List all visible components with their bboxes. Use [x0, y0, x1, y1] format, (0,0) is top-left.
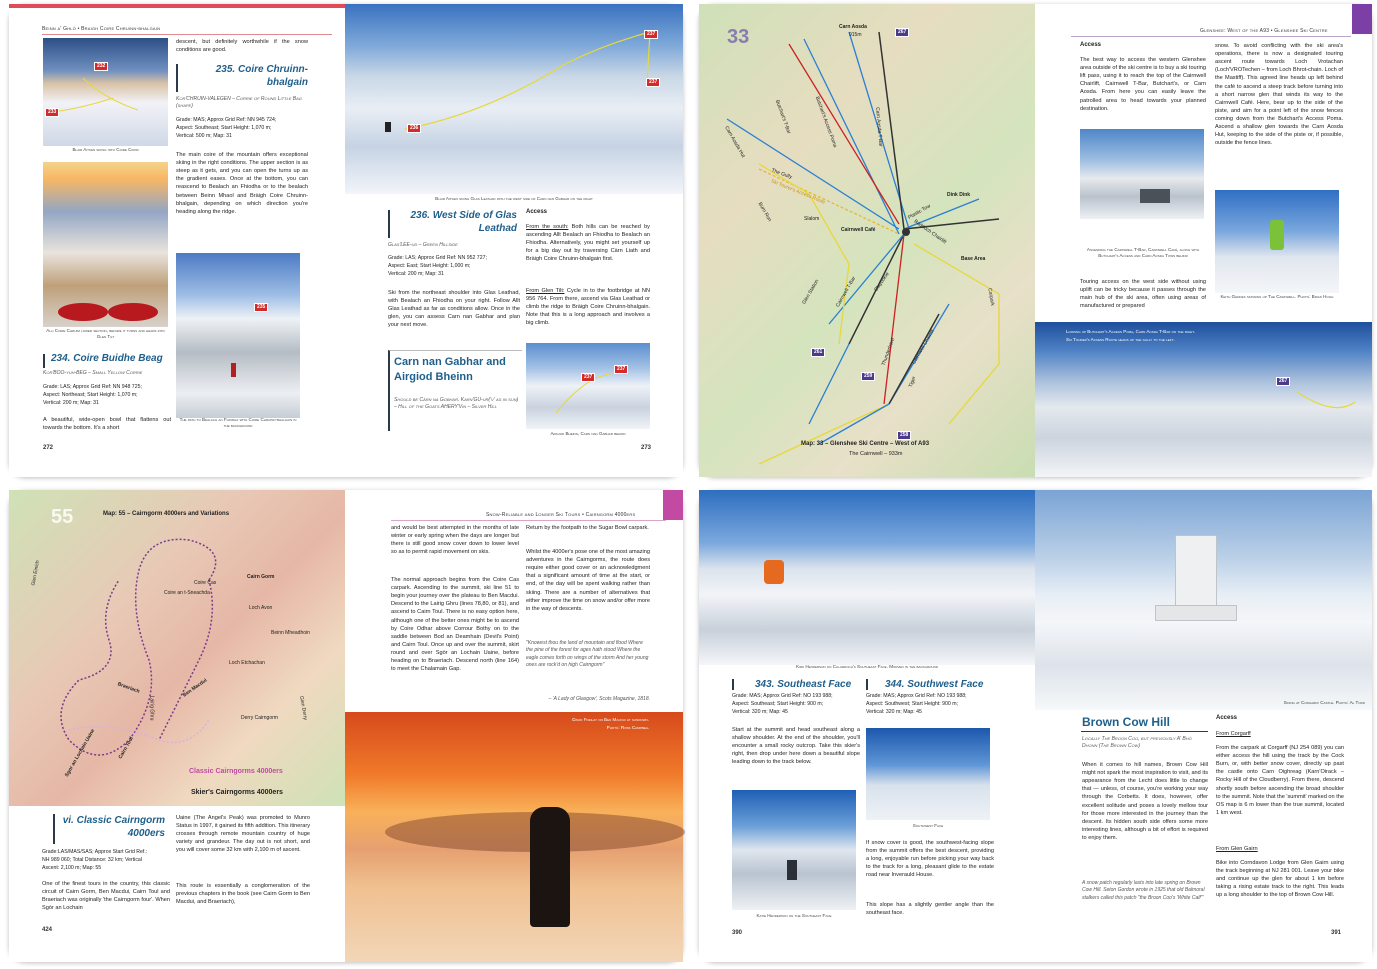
skier-figure	[764, 560, 784, 584]
route-vi-number: vi.	[62, 815, 74, 826]
pink-tab	[663, 490, 683, 520]
label-claybokie: Claybokie	[873, 271, 891, 293]
label-glen-derry: Glen Derry	[298, 695, 309, 721]
route-343-bar	[732, 679, 734, 690]
box-pron: Should be Càrn na Gobhar. Karn'GU-ur('v' as in sun) – Hill of the Goats AHERY'Vin – Silver Hill	[394, 397, 519, 410]
tag-237-b: 237	[614, 365, 628, 374]
glen-gairn-label: From Glen Gairn	[1216, 846, 1258, 852]
tag-258: 258	[897, 431, 911, 440]
route-343-name: Southeast Face	[777, 679, 852, 690]
running-head: Snow-Reliable and Longer Ski Tours • Cairngorm 4000ers	[486, 512, 636, 518]
meta-line: Vertical: 320 m; Map: 45	[866, 708, 922, 715]
photo-airgiod-bheinn	[526, 343, 650, 429]
route-234-pron: Kor'BOO-yuh-BEG – Small Yellow Corrie	[43, 370, 143, 376]
brown-cow-quote: A snow patch regularly lasts into late spring on Brown Cow Hill. Seton Gordon wrote in 1925 that old Balmoral stalkers called this patch "the Broon Coo's 'White Calf'"	[1082, 880, 1205, 901]
route-234-title	[51, 352, 171, 365]
page-number: 272	[43, 445, 54, 451]
access-heading: Access	[526, 209, 548, 215]
label-plastic-tow: Plastic Tow	[907, 203, 932, 221]
route-234-bar	[43, 354, 45, 368]
label-burn-run: Burn Run	[756, 201, 773, 223]
caption-poma-1: Looking up Butchart's Access Poma, Carn Aosda T-Bar on the right.	[1066, 329, 1196, 334]
route-234-meta	[43, 384, 173, 407]
col1-b: The normal approach begins from the Coire Cas carpark. Ascending to the summit, ski line 51 to begin your journey over the plateau to Ben Macdui. Descend to the Lairig Ghru (lines 78,80, or 81), and ascend to Cairn Toul. There is no easy option here, although one of the better ones might be to ascend by Coire Odhar above Corrour Bothy on to the saddle between Bod an Deamhain (Devil's Point) and Cairn Toul. Once up and over the summit, skirt round and over Sgòr an Lochain Uaine, before heading on to Braeriach. Descend north (line 164) to meet the Chalamain Gap.	[391, 577, 519, 673]
label-baddoch-chairlift: Baddoch Chairlift	[912, 218, 948, 246]
meta-line: Aspect: Southeast; Start Height: 900 m;	[732, 700, 824, 707]
label-cairnwell-cafe: Cairnwell Café	[841, 227, 876, 233]
caption-path-bealach: The path to Bealach an Fhiodha with Coire Chruinn-bhalgain in the background	[179, 417, 297, 429]
legend-skiers: Skier's Cairngorms 4000ers	[191, 789, 283, 796]
route-343-body: Start at the summit and head southeast along a shallow shoulder. At the end of the shoulder, you'll encounter a small rocky outcrop. Take this skier's right, then drop under here down a beautiful slope leading down to the track below.	[732, 727, 860, 766]
legend-classic: Classic Cairngorms 4000ers	[189, 768, 283, 775]
label-cairnwell-chairlift: Cairnwell Chairlift	[911, 328, 936, 366]
access-south-text: Both hills can be reached by ascending Allt Bealach an Fhiodha to Bealach an Fhiodha. Alternatively, you might set yourself up for a big day out by traversing Càrn Liath and Bràigh Coire Chruinn-bhalgain first.	[526, 224, 650, 263]
route-235-number: 235.	[215, 64, 236, 75]
caption-cairnwell-tbar: Ascending the Cairnwell T-Bar, Cairnwell Café, along with Butchart's Access and Carn Aosda Tows behind	[1086, 247, 1200, 259]
access-tilt-text: Cycle in to the footbridge at NN 956 764. From there, ascend via Glas Leathad or climb the ridge to Bràigh Coire Chruinn-bhalgain. Note that this is a long approach and involves a big climb.	[526, 288, 650, 327]
route-235-body: The main coire of the mountain offers exceptional skiing in the right conditions. The upper section is as steep as it gets, and you can open the turns up as the gradient eases. Once at the bottom, you can reascend to Bealach an Fhiodha or to the bealach between Beinn Mhaol and Bràigh Coire Chruinn-bhalgain, depending on which direction you're heading along the ridge.	[176, 152, 308, 215]
label-carn-aosda-hut: Carn Aosda Hut	[723, 125, 747, 159]
route-343-meta	[732, 693, 860, 716]
photo-path-bealach	[176, 253, 300, 418]
glen-gairn-text: Bike into Corndavon Lodge from Glen Gairn using the track beginning at NJ 281 001. Leave your bike and continue up the glen for about 1 km before taking a rising estate track to the right. This leads up a long shoulder to the top of Brown Cow Hill.	[1216, 860, 1344, 899]
label-ben-macdui: Ben Macdui	[181, 677, 209, 699]
map-number: 33	[727, 26, 750, 48]
castle-wall	[1155, 605, 1237, 621]
page-272	[9, 4, 345, 477]
page-273	[345, 4, 683, 477]
label-carpark: Carpark	[986, 287, 996, 307]
caption-southwest-face: Southwest Face	[912, 823, 944, 828]
meta-line: Vertical: 320 m; Map: 45	[732, 708, 788, 715]
photo-blair-aitken-coire-crom	[43, 38, 168, 146]
ski-tips	[43, 162, 168, 327]
label-cairn-gorm: Cairn Gorm	[247, 574, 275, 580]
meta-line: Vertical: 200 m; Map: 31	[388, 270, 444, 277]
cafe-building	[1140, 189, 1170, 203]
skier-figure	[1270, 220, 1284, 250]
meta-line: Vertical: 500 m; Map: 31	[176, 132, 232, 139]
route-234-number: 234.	[51, 353, 71, 364]
spread-glenshee[interactable]	[699, 4, 1372, 477]
meta-line: Aspect: Northeast; Start Height: 1,070 m;	[43, 391, 138, 398]
poem-source: – 'A Lady of Glasgow', Scots Magazine, 1818.	[548, 696, 650, 702]
access-heading: Access	[1216, 715, 1238, 721]
label-base-area: Base Area	[961, 256, 986, 262]
access-tilt-label: From Glen Tilt:	[526, 288, 565, 294]
summit-label: Carn Aosda	[839, 24, 867, 30]
route-vi-title	[59, 814, 165, 840]
access-heading: Access	[1080, 42, 1102, 48]
route-344-body: If snow cover is good, the southwest-facing slope from the summit offers the best descent, providing a long, enjoyable run before picking your way back to the track for a long, pleasant glide to the estate road near Inverauld House.	[866, 840, 994, 879]
tag-259: 259	[861, 372, 875, 381]
access-col2: snow. To avoid conflicting with the ski area's operations, there is now a designated touring ascent route towards Loch Vrotachan (Loch'VROTechen – from Loch Bhrot-chain. Loch of the Mastiff). This agreed line heads up left behind the café to ascend a steep track before turning into a short narrow glen that winds its way to the Cairnwell Café. Here, bear up to the side of the piste, and aim for a point left of the snow fences coming down from the Butchart's Access Poma. Ascend a shallow glen towards the Carn Aosda Hut, keeping to the side of the piste or, if possible, outside the fence lines.	[1215, 43, 1343, 147]
label-braeriach: Braeriach	[116, 681, 141, 695]
meta-line: Aspect: Southeast; Start Height: 1,070 m;	[176, 124, 272, 131]
ski-piste-map	[699, 4, 1035, 477]
skier-figure	[385, 122, 391, 132]
purple-tab	[1352, 4, 1372, 34]
brown-cow-body: When it comes to hill names, Brown Cow Hill might not spark the most inspiration to visit, and its appearance from the Lecht does little to change that — unless, of course, you're working your way through the Corbetts. It does, however, offer excellent solitude and poses a lovely mellow tour for those more interested in the journey than the descent. Its hidden south side offers some more interesting lines, although a bit of effort is required to enjoy them.	[1082, 762, 1208, 841]
photo-southwest-face	[866, 728, 990, 820]
caption-poma-2: Ski Tourer's Access Route heads up the gully to the left.	[1066, 337, 1175, 342]
running-head: Glenshee: West of the A93 • Glenshee Ski Centre	[1200, 28, 1328, 34]
col2-b: Whilst the 4000er's pose one of the most amazing adventures in the Cairngorms, the route does require either good cover or an acknowledgment that a significant amount of time at the start, or end, of the day will be spent walking rather than skiing. There are a number of alternatives that either improve the time on snow and/or offer more in the way of descents.	[526, 549, 650, 612]
label-ski-tourers-route: Ski Tourer's Access Route	[769, 178, 826, 206]
meta-line: Aspect: East; Start Height: 1,000 m;	[388, 262, 471, 269]
photo-cairnwell-tbar	[1080, 129, 1204, 219]
col2-a: Return by the footpath to the Sugar Bowl carpark.	[526, 525, 649, 531]
photo-culardoch	[699, 490, 1035, 669]
page-391	[1035, 490, 1372, 962]
map-title: Map: 33 – Glenshee Ski Centre – West of A93	[801, 441, 930, 447]
spread-brown-cow-hill[interactable]	[699, 490, 1372, 962]
meta-line: Grade: MAS; Approx Grid Ref: NN 945 724;	[176, 117, 277, 123]
tag-237-top: 237	[644, 30, 658, 39]
meta-line: Aspect: Southwest; Start Height: 900 m;	[866, 700, 958, 707]
tag-236: 236	[407, 124, 421, 133]
route-vi-body: One of the finest tours in the country, this classic circuit of Cairn Gorm, Ben Macdui, Cairn Toul and Braeriach was originally 'the Cairngorm four'. When Sgòr an Lochain	[42, 881, 170, 912]
label-beinn-mheadhoin: Beinn Mheadhoin	[271, 630, 310, 636]
tag-267: 267	[895, 28, 909, 37]
label-slalom: Slalom	[804, 216, 820, 222]
access-p2: Touring access on the west side without using uplift can be tricky because it passes through the main hub of the ski area, often using areas of manufactured or prepared	[1080, 279, 1206, 310]
meta-line: Grade: MAS; Approx Grid Ref: NO 193 988;	[866, 693, 967, 699]
skier-figure	[231, 363, 236, 377]
label-carn-aosda-tbar: Carn Aosda T-Bar	[874, 106, 884, 148]
route-235-pron: Kor'CHRUIN-VALEGEN – Corrie of Round Little Bag (shape)	[176, 96, 302, 109]
tag-232: 232	[94, 62, 108, 71]
route-344-body2: This slope has a slightly gentler angle than the southeast face.	[866, 902, 994, 917]
meta-line: Grade: MAS; Approx Grid Ref: NO 193 988;	[732, 693, 833, 699]
running-head: Beinn a' Ghlò • Braigh Coire Chruinn-bhalgain	[42, 26, 161, 32]
caption-coire-crom: Blair Aitken skiing into Coire Crom	[72, 147, 139, 152]
label-thunderbowl: Thunderbowl	[880, 337, 897, 367]
skier-silhouette	[530, 807, 570, 927]
route-235-name: Coire Chruinn-bhalgain	[238, 64, 308, 88]
brown-cow-pron: Locally The Broon Coo, but previously A' Bhó Dhonn (The Brown Cow)	[1082, 736, 1192, 749]
col1-a: and would be best attempted in the months of late winter or early spring when the days are longer but there is still good snow cover down to lower level so as to permit rapid movement on skis.	[391, 525, 519, 556]
route-vi-name: Classic Cairngorm 4000ers	[76, 815, 165, 839]
page-number: 273	[641, 445, 652, 451]
route-map	[9, 490, 345, 806]
photo-katie-henderson	[732, 790, 856, 910]
tag-233: 233	[45, 108, 59, 117]
route-lines	[43, 38, 168, 146]
header-rule	[42, 34, 332, 35]
page-number: 391	[1331, 930, 1342, 936]
red-top-band	[9, 4, 345, 8]
route-234-name: Coire Buidhe Beag	[73, 353, 163, 364]
page-number: 390	[732, 930, 743, 936]
map-title: Map: 55 – Cairngorm 4000ers and Variations	[103, 511, 230, 517]
access-tilt	[526, 287, 650, 328]
access-p1: The best way to access the western Glenshee area outside of the ski centre is to buy a ski touring lift pass, using it to reach the top of the Cairnwell Chairlift, Cairnwell T-Bar, Butchart's, or Carn Aosda. From here you can easily leave the patrolled area to head towards your planned destination.	[1080, 57, 1206, 112]
page-glenshee-text	[1035, 4, 1372, 477]
caption-corgarff: Skiing at Corgarff Castle. Photo: Al Todd	[1283, 700, 1365, 705]
label-loch-etchachan: Loch Etchachan	[229, 660, 265, 666]
label-lairig-ghru: Lairig Ghru	[148, 695, 155, 721]
route-344-name: Southwest Face	[907, 679, 984, 690]
route-lines-poma	[1035, 322, 1372, 477]
route-344-meta	[866, 693, 996, 716]
map-subtitle: The Cairnwell – 933m	[849, 451, 903, 457]
photo-butcharts-poma	[1035, 322, 1372, 477]
caption-sundown-2: Photo: Ross Campbell	[606, 725, 649, 730]
label-sgor-an-lochain: Sgor an Lochain Uaine	[63, 728, 97, 778]
page-390	[699, 490, 1035, 962]
map-page-55	[9, 490, 345, 806]
route-lines-airgiod	[526, 343, 650, 429]
route-235-meta	[176, 117, 308, 140]
label-glen-station: Glen Station	[801, 278, 821, 306]
route-vi-col2: Uaine (The Angel's Peak) was promoted to Munro Status in 1997, it gained its fifth addition. This itinerary crosses through remote mountain country of huge variety and grandeur. The day out is not short, and you will cover some 32 km with 2,100 m of ascent.	[176, 815, 310, 854]
label-coire-sneachda: Coire an t-Sneachda	[164, 590, 210, 596]
route-235-title	[184, 63, 308, 89]
meta-line: NH 989 060; Total Distance: 32 km; Vertical	[42, 856, 142, 863]
label-glen-einich: Glen Einich	[30, 559, 41, 587]
caption-airgiod-bheinn: Airgiod Bheinn, Carn nan Gabhar behind	[550, 431, 626, 436]
label-coire-cas: Coire Cas	[194, 580, 217, 586]
spread-cairngorm-4000ers[interactable]	[9, 490, 683, 962]
tag-235: 235	[254, 303, 268, 312]
caption-keith-geddes: Keith Geddes skinning up The Cairnwell. Photo: Brian Hogg	[1220, 294, 1334, 299]
route-343-number: 343.	[755, 679, 775, 690]
route-vi-meta	[42, 849, 172, 872]
corgarff-text: From the carpark at Corgarff (NJ 254 089) you can either access the hill using the track by the Cock Burn, or, with better snow cover, directly up past the castle onto Carn Oighreag (Karn'Oirack – Rocky Hill of the Cloudberry). From there, descend shortly south before ascending the broad shoulder to the summit. Note that the 'summit' marked on the OS map is 6 m lower than the true summit, located 1 km west.	[1216, 745, 1344, 816]
photo-glas-leathad	[345, 4, 683, 194]
page-number: 424	[42, 927, 53, 933]
label-tiger: Tiger	[907, 375, 918, 389]
map-number: 55	[51, 506, 74, 528]
spread-beinn-a-ghlo[interactable]	[9, 4, 683, 477]
label-derry-cairngorm: Derry Cairngorm	[241, 715, 278, 721]
poem-quote: "Knowest thou the land of mountain and flood Where the pine of the forest for ages hath stood Where the eagle comes forth on wings of the storm And her young ones are rock'd on high Cairngorm"	[526, 640, 649, 668]
route-vi-bar	[53, 814, 55, 844]
meta-line: Grade: LAS; Approx Grid Ref: NN 948 725;	[43, 384, 142, 390]
route-236-body: Ski from the northeast shoulder into Glas Leathad, with Bealach an Fhiodha on your right. Follow Allt Glas Leathad as far as conditions allow. Once in the glen, you can assess Carn nan Gabhar and plan your next move.	[388, 290, 520, 329]
header-rule	[391, 520, 666, 521]
route-lines-glas-leathad	[345, 4, 683, 194]
box-carn-nan-gabhar	[388, 350, 522, 431]
label-cairnwell-tbar: Cairnwell T-Bar	[834, 275, 858, 309]
route-236-meta	[388, 255, 520, 278]
caption-glas-leathad: Blair Aitken skiing Glas Leathad with the west side of Carn nan Gabhar on the right	[435, 196, 593, 201]
caption-sundown-1: David Findlay on Ben Macdui at sundown.	[572, 717, 649, 722]
header-rule	[1071, 36, 1351, 37]
access-south-label: From the south:	[526, 224, 569, 230]
intro-text: descent, but definitely worthwhile if the snow conditions are good.	[176, 39, 308, 54]
box-title: Carn nan Gabhar and Airgiod Bheinn	[394, 356, 506, 383]
route-vi-col2b: This route is essentially a conglomeration of the previous chapters in the book (see Cairn Gorm to Ben Macdui, and Braeriach),	[176, 883, 310, 906]
corgarff-label: From Corgarff	[1216, 731, 1251, 737]
route-236-number: 236.	[410, 210, 430, 221]
meta-line: Grade:LAS/MAS/SAS; Approx Start Grid Ref.:	[42, 849, 148, 855]
route-236-name: West Side of Glas Leathad	[432, 210, 517, 234]
page-424-lower	[9, 806, 345, 962]
photo-ben-macdui-sundown	[345, 712, 683, 962]
route-344-bar	[866, 679, 868, 690]
route-236-bar	[388, 210, 390, 238]
route-344-title	[885, 678, 983, 691]
label-cairn-toul: Cairn Toul	[117, 735, 135, 761]
label-dink-dink: Dink Dink	[947, 192, 971, 198]
page-425	[345, 490, 683, 962]
summit-height: 915m	[849, 32, 862, 38]
tag-237-a: 237	[581, 373, 595, 382]
route-236-title	[395, 209, 517, 235]
route-343-title	[755, 678, 851, 691]
access-south	[526, 223, 650, 264]
photo-coire-chruim	[43, 162, 168, 327]
meta-line: Vertical: 200 m; Map: 31	[43, 399, 99, 406]
tag-261: 261	[811, 348, 825, 357]
caption-coire-chruim: Alli Coire Chruim lower section, before it turns and heads into Glen Tilt	[46, 328, 165, 340]
caption-culardoch: Kirk Henderson on Culardoch's Southeast Face. Morven in the background	[796, 664, 938, 669]
tag-237-mid: 237	[646, 78, 660, 87]
label-butcharts-poma: Butchart's Access Poma	[813, 95, 838, 149]
label-loch-avon: Loch Avon	[249, 605, 273, 611]
skier-figure	[787, 860, 797, 880]
route-235-bar	[176, 64, 178, 92]
brown-cow-title: Brown Cow Hill	[1082, 715, 1170, 729]
tag-267: 267	[1276, 377, 1290, 386]
photo-keith-geddes	[1215, 190, 1339, 293]
title-rule	[1081, 731, 1208, 732]
label-butcharts-tbar: Butchart's T-Bar	[773, 99, 792, 135]
caption-katie-henderson: Katie Henderson on the Southeast Face	[756, 913, 832, 918]
meta-line: Ascent: 2,100 m; Map: 55	[42, 864, 102, 871]
route-236-pron: Glas'LEE-ud – Green Hillside	[388, 242, 458, 248]
map-page-33	[699, 4, 1035, 477]
meta-line: Grade: LAS; Approx Grid Ref: NN 952 727;	[388, 255, 487, 261]
label-the-gully: The Gully	[770, 167, 793, 181]
route-234-body: A beautiful, wide-open bowl that flattens out towards the bottom. It's a short	[43, 417, 171, 432]
route-344-number: 344.	[885, 679, 905, 690]
photo-corgarff-castle	[1035, 490, 1372, 710]
